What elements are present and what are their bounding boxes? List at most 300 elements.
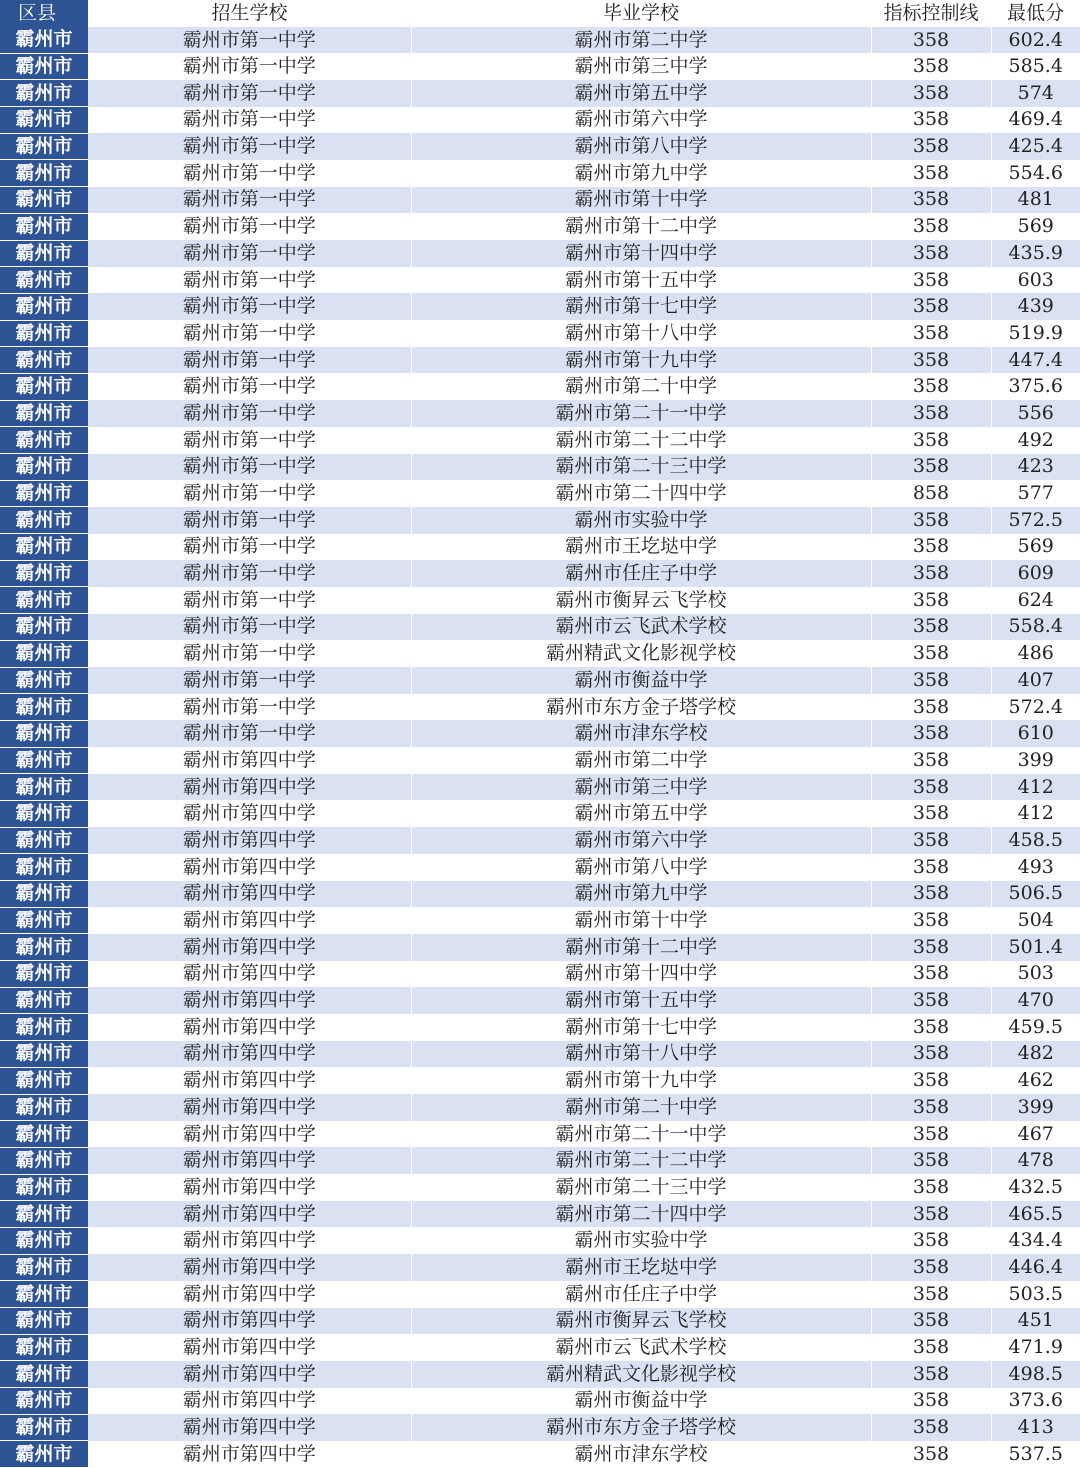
minimum-score-cell: 503.5 — [991, 1281, 1080, 1308]
minimum-score-cell: 478 — [991, 1147, 1080, 1174]
admitting-school-cell: 霸州市第一中学 — [88, 53, 411, 80]
minimum-score-cell: 498.5 — [991, 1361, 1080, 1388]
minimum-score-cell: 603 — [991, 267, 1080, 294]
minimum-score-cell: 504 — [991, 907, 1080, 934]
table-row — [0, 1227, 1080, 1254]
table-body — [0, 27, 1080, 1468]
minimum-score-cell: 469.4 — [991, 107, 1080, 134]
graduating-school-cell: 霸州市第十二中学 — [411, 934, 871, 961]
district-cell: 霸州市 — [0, 240, 88, 267]
table-row — [0, 747, 1080, 774]
minimum-score-cell: 413 — [991, 1414, 1080, 1441]
graduating-school-cell: 霸州市东方金子塔学校 — [411, 694, 871, 721]
table-row — [0, 667, 1080, 694]
admitting-school-cell: 霸州市第四中学 — [88, 1121, 411, 1148]
minimum-score-cell: 610 — [991, 720, 1080, 747]
graduating-school-cell: 霸州市任庄子中学 — [411, 1281, 871, 1308]
admitting-school-cell: 霸州市第四中学 — [88, 1227, 411, 1254]
table-row — [0, 427, 1080, 454]
district-cell: 霸州市 — [0, 1041, 88, 1068]
graduating-school-cell: 霸州市第十九中学 — [411, 347, 871, 374]
table-row — [0, 480, 1080, 507]
admitting-school-cell: 霸州市第四中学 — [88, 1201, 411, 1228]
admitting-school-cell: 霸州市第四中学 — [88, 1441, 411, 1468]
quota-control-line-cell: 358 — [871, 1414, 991, 1441]
table-row — [0, 1361, 1080, 1388]
table-row — [0, 1414, 1080, 1441]
district-cell: 霸州市 — [0, 907, 88, 934]
minimum-score-cell: 624 — [991, 587, 1080, 614]
graduating-school-cell: 霸州市第二十中学 — [411, 1094, 871, 1121]
admitting-school-cell: 霸州市第一中学 — [88, 107, 411, 134]
district-cell: 霸州市 — [0, 1388, 88, 1415]
district-cell: 霸州市 — [0, 720, 88, 747]
admitting-school-cell: 霸州市第四中学 — [88, 1014, 411, 1041]
district-cell: 霸州市 — [0, 1014, 88, 1041]
graduating-school-cell: 霸州市第十五中学 — [411, 987, 871, 1014]
table-row — [0, 240, 1080, 267]
header-graduating-school: 毕业学校 — [411, 0, 871, 27]
district-cell: 霸州市 — [0, 1414, 88, 1441]
admitting-school-cell: 霸州市第四中学 — [88, 827, 411, 854]
quota-control-line-cell: 358 — [871, 1094, 991, 1121]
district-cell: 霸州市 — [0, 987, 88, 1014]
admitting-school-cell: 霸州市第一中学 — [88, 427, 411, 454]
admitting-school-cell: 霸州市第一中学 — [88, 720, 411, 747]
admitting-school-cell: 霸州市第一中学 — [88, 133, 411, 160]
minimum-score-cell: 569 — [991, 213, 1080, 240]
graduating-school-cell: 霸州市衡昇云飞学校 — [411, 587, 871, 614]
minimum-score-cell: 462 — [991, 1067, 1080, 1094]
admitting-school-cell: 霸州市第一中学 — [88, 614, 411, 641]
district-cell: 霸州市 — [0, 1281, 88, 1308]
minimum-score-cell: 482 — [991, 1041, 1080, 1068]
quota-control-line-cell: 358 — [871, 934, 991, 961]
graduating-school-cell: 霸州市津东学校 — [411, 720, 871, 747]
quota-control-line-cell: 358 — [871, 961, 991, 988]
district-cell: 霸州市 — [0, 534, 88, 561]
table-row — [0, 507, 1080, 534]
table-row — [0, 1014, 1080, 1041]
table-row — [0, 1334, 1080, 1361]
district-cell: 霸州市 — [0, 1121, 88, 1148]
table-row — [0, 373, 1080, 400]
quota-control-line-cell: 358 — [871, 267, 991, 294]
graduating-school-cell: 霸州精武文化影视学校 — [411, 1361, 871, 1388]
minimum-score-cell: 519.9 — [991, 320, 1080, 347]
admitting-school-cell: 霸州市第一中学 — [88, 267, 411, 294]
table-row — [0, 1121, 1080, 1148]
table-row — [0, 534, 1080, 561]
quota-control-line-cell: 358 — [871, 694, 991, 721]
minimum-score-cell: 486 — [991, 640, 1080, 667]
admitting-school-cell: 霸州市第一中学 — [88, 534, 411, 561]
district-cell: 霸州市 — [0, 1361, 88, 1388]
minimum-score-cell: 558.4 — [991, 614, 1080, 641]
quota-control-line-cell: 358 — [871, 1121, 991, 1148]
table-row — [0, 320, 1080, 347]
table-row — [0, 1174, 1080, 1201]
quota-control-line-cell: 358 — [871, 827, 991, 854]
minimum-score-cell: 537.5 — [991, 1441, 1080, 1468]
admitting-school-cell: 霸州市第四中学 — [88, 1361, 411, 1388]
table-row — [0, 640, 1080, 667]
graduating-school-cell: 霸州市东方金子塔学校 — [411, 1414, 871, 1441]
graduating-school-cell: 霸州市第十八中学 — [411, 320, 871, 347]
district-cell: 霸州市 — [0, 854, 88, 881]
graduating-school-cell: 霸州市第三中学 — [411, 53, 871, 80]
district-cell: 霸州市 — [0, 454, 88, 481]
graduating-school-cell: 霸州市实验中学 — [411, 1227, 871, 1254]
minimum-score-cell: 434.4 — [991, 1227, 1080, 1254]
quota-control-line-cell: 358 — [871, 800, 991, 827]
quota-control-line-cell: 358 — [871, 1388, 991, 1415]
table-row — [0, 107, 1080, 134]
admitting-school-cell: 霸州市第四中学 — [88, 774, 411, 801]
graduating-school-cell: 霸州市第十二中学 — [411, 213, 871, 240]
admitting-school-cell: 霸州市第四中学 — [88, 1308, 411, 1335]
table-row — [0, 400, 1080, 427]
table-row — [0, 560, 1080, 587]
admitting-school-cell: 霸州市第一中学 — [88, 213, 411, 240]
header-quota-control-line: 指标控制线 — [871, 0, 991, 27]
graduating-school-cell: 霸州市第十五中学 — [411, 267, 871, 294]
quota-control-line-cell: 358 — [871, 1201, 991, 1228]
district-cell: 霸州市 — [0, 961, 88, 988]
minimum-score-cell: 399 — [991, 747, 1080, 774]
quota-control-line-cell: 358 — [871, 240, 991, 267]
district-cell: 霸州市 — [0, 80, 88, 107]
quota-control-line-cell: 358 — [871, 213, 991, 240]
header-row — [0, 0, 1080, 27]
district-cell: 霸州市 — [0, 53, 88, 80]
quota-control-line-cell: 358 — [871, 1147, 991, 1174]
district-cell: 霸州市 — [0, 614, 88, 641]
graduating-school-cell: 霸州市第二十一中学 — [411, 400, 871, 427]
admitting-school-cell: 霸州市第一中学 — [88, 347, 411, 374]
minimum-score-cell: 412 — [991, 774, 1080, 801]
quota-control-line-cell: 358 — [871, 1281, 991, 1308]
quota-control-line-cell: 358 — [871, 774, 991, 801]
minimum-score-cell: 423 — [991, 454, 1080, 481]
district-cell: 霸州市 — [0, 1094, 88, 1121]
district-cell: 霸州市 — [0, 187, 88, 214]
table-row — [0, 293, 1080, 320]
district-cell: 霸州市 — [0, 1334, 88, 1361]
graduating-school-cell: 霸州市第三中学 — [411, 774, 871, 801]
admitting-school-cell: 霸州市第四中学 — [88, 961, 411, 988]
admitting-school-cell: 霸州市第四中学 — [88, 800, 411, 827]
admitting-school-cell: 霸州市第四中学 — [88, 1041, 411, 1068]
admitting-school-cell: 霸州市第四中学 — [88, 747, 411, 774]
table-row — [0, 1201, 1080, 1228]
admitting-school-cell: 霸州市第四中学 — [88, 854, 411, 881]
quota-control-line-cell: 358 — [871, 747, 991, 774]
district-cell: 霸州市 — [0, 1201, 88, 1228]
quota-control-line-cell: 358 — [871, 667, 991, 694]
minimum-score-cell: 481 — [991, 187, 1080, 214]
minimum-score-cell: 446.4 — [991, 1254, 1080, 1281]
quota-control-line-cell: 358 — [871, 614, 991, 641]
district-cell: 霸州市 — [0, 400, 88, 427]
graduating-school-cell: 霸州市第二中学 — [411, 27, 871, 53]
graduating-school-cell: 霸州市第六中学 — [411, 827, 871, 854]
quota-control-line-cell: 358 — [871, 133, 991, 160]
quota-control-line-cell: 358 — [871, 347, 991, 374]
graduating-school-cell: 霸州市第八中学 — [411, 854, 871, 881]
minimum-score-cell: 574 — [991, 80, 1080, 107]
table-row — [0, 800, 1080, 827]
district-cell: 霸州市 — [0, 293, 88, 320]
minimum-score-cell: 569 — [991, 534, 1080, 561]
minimum-score-cell: 467 — [991, 1121, 1080, 1148]
admitting-school-cell: 霸州市第一中学 — [88, 454, 411, 481]
graduating-school-cell: 霸州市第十中学 — [411, 907, 871, 934]
quota-control-line-cell: 358 — [871, 854, 991, 881]
graduating-school-cell: 霸州市第二十三中学 — [411, 454, 871, 481]
admitting-school-cell: 霸州市第四中学 — [88, 1388, 411, 1415]
table-row — [0, 854, 1080, 881]
admitting-school-cell: 霸州市第一中学 — [88, 27, 411, 53]
district-cell: 霸州市 — [0, 1227, 88, 1254]
admitting-school-cell: 霸州市第四中学 — [88, 1147, 411, 1174]
quota-control-line-cell: 358 — [871, 1361, 991, 1388]
table-row — [0, 907, 1080, 934]
minimum-score-cell: 501.4 — [991, 934, 1080, 961]
graduating-school-cell: 霸州市第五中学 — [411, 80, 871, 107]
quota-control-line-cell: 358 — [871, 160, 991, 187]
quota-control-line-cell: 358 — [871, 427, 991, 454]
table-row — [0, 1147, 1080, 1174]
graduating-school-cell: 霸州市第六中学 — [411, 107, 871, 134]
admitting-school-cell: 霸州市第四中学 — [88, 881, 411, 908]
district-cell: 霸州市 — [0, 800, 88, 827]
admitting-school-cell: 霸州市第一中学 — [88, 667, 411, 694]
quota-control-line-cell: 358 — [871, 1067, 991, 1094]
district-cell: 霸州市 — [0, 1254, 88, 1281]
minimum-score-cell: 609 — [991, 560, 1080, 587]
minimum-score-cell: 407 — [991, 667, 1080, 694]
quota-control-line-cell: 358 — [871, 27, 991, 53]
graduating-school-cell: 霸州市第二十三中学 — [411, 1174, 871, 1201]
district-cell: 霸州市 — [0, 1147, 88, 1174]
district-cell: 霸州市 — [0, 427, 88, 454]
minimum-score-cell: 425.4 — [991, 133, 1080, 160]
admitting-school-cell: 霸州市第一中学 — [88, 160, 411, 187]
graduating-school-cell: 霸州市第十九中学 — [411, 1067, 871, 1094]
quota-control-line-cell: 358 — [871, 987, 991, 1014]
table-row — [0, 881, 1080, 908]
table-row — [0, 213, 1080, 240]
graduating-school-cell: 霸州市津东学校 — [411, 1441, 871, 1468]
admitting-school-cell: 霸州市第四中学 — [88, 1174, 411, 1201]
admitting-school-cell: 霸州市第一中学 — [88, 400, 411, 427]
district-cell: 霸州市 — [0, 213, 88, 240]
admitting-school-cell: 霸州市第一中学 — [88, 507, 411, 534]
graduating-school-cell: 霸州市第十七中学 — [411, 1014, 871, 1041]
table-row — [0, 614, 1080, 641]
district-cell: 霸州市 — [0, 1174, 88, 1201]
minimum-score-cell: 602.4 — [991, 27, 1080, 53]
quota-control-line-cell: 358 — [871, 907, 991, 934]
district-cell: 霸州市 — [0, 1441, 88, 1468]
quota-control-line-cell: 358 — [871, 881, 991, 908]
table-row — [0, 961, 1080, 988]
minimum-score-cell: 399 — [991, 1094, 1080, 1121]
quota-control-line-cell: 358 — [871, 293, 991, 320]
district-cell: 霸州市 — [0, 347, 88, 374]
table-row — [0, 1094, 1080, 1121]
minimum-score-cell: 506.5 — [991, 881, 1080, 908]
minimum-score-cell: 375.6 — [991, 373, 1080, 400]
graduating-school-cell: 霸州市第十四中学 — [411, 240, 871, 267]
table-row — [0, 187, 1080, 214]
graduating-school-cell: 霸州市第二十二中学 — [411, 427, 871, 454]
table-row — [0, 1308, 1080, 1335]
minimum-score-cell: 412 — [991, 800, 1080, 827]
quota-control-line-cell: 358 — [871, 1441, 991, 1468]
table-row — [0, 1441, 1080, 1468]
admitting-school-cell: 霸州市第四中学 — [88, 987, 411, 1014]
admitting-school-cell: 霸州市第一中学 — [88, 293, 411, 320]
graduating-school-cell: 霸州市第二十中学 — [411, 373, 871, 400]
district-cell: 霸州市 — [0, 560, 88, 587]
quota-control-line-cell: 858 — [871, 480, 991, 507]
minimum-score-cell: 492 — [991, 427, 1080, 454]
quota-control-line-cell: 358 — [871, 534, 991, 561]
minimum-score-cell: 451 — [991, 1308, 1080, 1335]
admitting-school-cell: 霸州市第四中学 — [88, 907, 411, 934]
district-cell: 霸州市 — [0, 587, 88, 614]
admitting-school-cell: 霸州市第一中学 — [88, 480, 411, 507]
table-row — [0, 347, 1080, 374]
table-row — [0, 133, 1080, 160]
district-cell: 霸州市 — [0, 1308, 88, 1335]
admitting-school-cell: 霸州市第四中学 — [88, 1281, 411, 1308]
table-row — [0, 1041, 1080, 1068]
table-row — [0, 934, 1080, 961]
quota-control-line-cell: 358 — [871, 80, 991, 107]
quota-control-line-cell: 358 — [871, 320, 991, 347]
graduating-school-cell: 霸州市衡益中学 — [411, 1388, 871, 1415]
quota-control-line-cell: 358 — [871, 1334, 991, 1361]
table-row — [0, 694, 1080, 721]
minimum-score-cell: 554.6 — [991, 160, 1080, 187]
table-row — [0, 827, 1080, 854]
minimum-score-cell: 465.5 — [991, 1201, 1080, 1228]
table-row — [0, 774, 1080, 801]
district-cell: 霸州市 — [0, 774, 88, 801]
district-cell: 霸州市 — [0, 694, 88, 721]
graduating-school-cell: 霸州市第二十二中学 — [411, 1147, 871, 1174]
admitting-school-cell: 霸州市第一中学 — [88, 640, 411, 667]
minimum-score-cell: 459.5 — [991, 1014, 1080, 1041]
table-row — [0, 587, 1080, 614]
district-cell: 霸州市 — [0, 373, 88, 400]
quota-control-line-cell: 358 — [871, 560, 991, 587]
admitting-school-cell: 霸州市第一中学 — [88, 373, 411, 400]
graduating-school-cell: 霸州市实验中学 — [411, 507, 871, 534]
minimum-score-cell: 432.5 — [991, 1174, 1080, 1201]
graduating-school-cell: 霸州市第二十四中学 — [411, 1201, 871, 1228]
graduating-school-cell: 霸州市任庄子中学 — [411, 560, 871, 587]
district-cell: 霸州市 — [0, 320, 88, 347]
graduating-school-cell: 霸州市王圪垯中学 — [411, 534, 871, 561]
quota-control-line-cell: 358 — [871, 400, 991, 427]
admitting-school-cell: 霸州市第一中学 — [88, 80, 411, 107]
district-cell: 霸州市 — [0, 160, 88, 187]
quota-control-line-cell: 358 — [871, 454, 991, 481]
admitting-school-cell: 霸州市第一中学 — [88, 320, 411, 347]
graduating-school-cell: 霸州市第二十一中学 — [411, 1121, 871, 1148]
district-cell: 霸州市 — [0, 827, 88, 854]
minimum-score-cell: 503 — [991, 961, 1080, 988]
table-row — [0, 27, 1080, 53]
minimum-score-cell: 572.4 — [991, 694, 1080, 721]
quota-control-line-cell: 358 — [871, 1254, 991, 1281]
graduating-school-cell: 霸州市王圪垯中学 — [411, 1254, 871, 1281]
admitting-school-cell: 霸州市第一中学 — [88, 560, 411, 587]
table-row — [0, 1281, 1080, 1308]
graduating-school-cell: 霸州市衡益中学 — [411, 667, 871, 694]
table-row — [0, 1388, 1080, 1415]
graduating-school-cell: 霸州市第五中学 — [411, 800, 871, 827]
quota-control-line-cell: 358 — [871, 187, 991, 214]
minimum-score-cell: 493 — [991, 854, 1080, 881]
graduating-school-cell: 霸州市第十中学 — [411, 187, 871, 214]
quota-control-line-cell: 358 — [871, 1308, 991, 1335]
minimum-score-cell: 470 — [991, 987, 1080, 1014]
admitting-school-cell: 霸州市第四中学 — [88, 934, 411, 961]
minimum-score-cell: 577 — [991, 480, 1080, 507]
minimum-score-cell: 585.4 — [991, 53, 1080, 80]
district-cell: 霸州市 — [0, 640, 88, 667]
header-admitting-school: 招生学校 — [88, 0, 411, 27]
district-cell: 霸州市 — [0, 747, 88, 774]
minimum-score-cell: 556 — [991, 400, 1080, 427]
admitting-school-cell: 霸州市第四中学 — [88, 1334, 411, 1361]
admitting-school-cell: 霸州市第一中学 — [88, 187, 411, 214]
quota-control-line-cell: 358 — [871, 373, 991, 400]
admitting-school-cell: 霸州市第一中学 — [88, 240, 411, 267]
minimum-score-cell: 458.5 — [991, 827, 1080, 854]
minimum-score-cell: 435.9 — [991, 240, 1080, 267]
district-cell: 霸州市 — [0, 133, 88, 160]
minimum-score-cell: 447.4 — [991, 347, 1080, 374]
graduating-school-cell: 霸州市云飞武术学校 — [411, 614, 871, 641]
table-row — [0, 160, 1080, 187]
graduating-school-cell: 霸州市第二中学 — [411, 747, 871, 774]
minimum-score-cell: 439 — [991, 293, 1080, 320]
admitting-school-cell: 霸州市第一中学 — [88, 587, 411, 614]
graduating-school-cell: 霸州市第十八中学 — [411, 1041, 871, 1068]
district-cell: 霸州市 — [0, 27, 88, 53]
table-row — [0, 1254, 1080, 1281]
graduating-school-cell: 霸州市第十七中学 — [411, 293, 871, 320]
quota-control-line-cell: 358 — [871, 507, 991, 534]
graduating-school-cell: 霸州市第十四中学 — [411, 961, 871, 988]
admitting-school-cell: 霸州市第四中学 — [88, 1414, 411, 1441]
quota-control-line-cell: 358 — [871, 1174, 991, 1201]
table-row — [0, 720, 1080, 747]
graduating-school-cell: 霸州精武文化影视学校 — [411, 640, 871, 667]
district-cell: 霸州市 — [0, 480, 88, 507]
quota-control-line-cell: 358 — [871, 1227, 991, 1254]
quota-control-line-cell: 358 — [871, 720, 991, 747]
district-cell: 霸州市 — [0, 934, 88, 961]
table-row — [0, 987, 1080, 1014]
quota-control-line-cell: 358 — [871, 587, 991, 614]
